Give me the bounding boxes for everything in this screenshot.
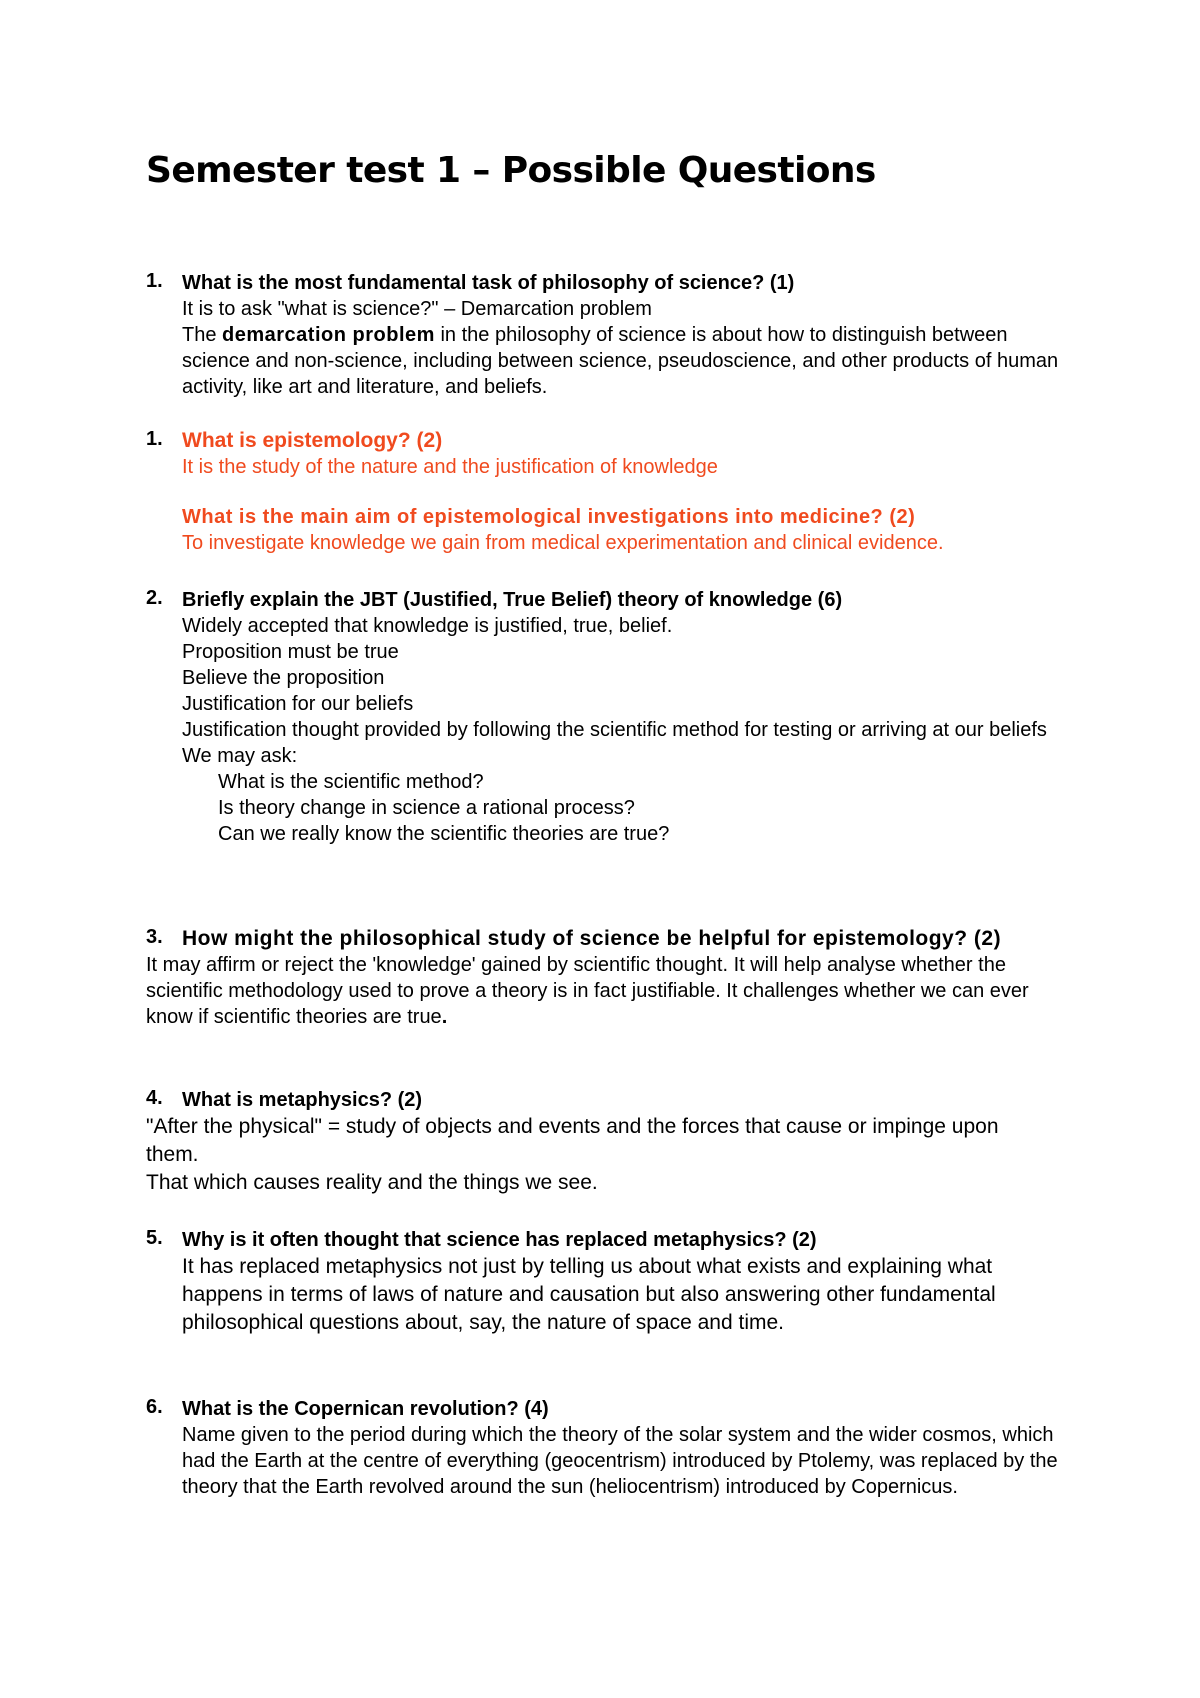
question-number: 6. xyxy=(146,1396,163,1418)
question-number: 5. xyxy=(146,1227,163,1249)
page-title: Semester test 1 – Possible Questions xyxy=(146,150,876,191)
question-heading: What is metaphysics? (2) xyxy=(182,1089,423,1111)
answer-line: "After the physical" = study of objects and events and the forces that cause or impinge upon them. xyxy=(146,1115,999,1166)
answer-line: That which causes reality and the things we see. xyxy=(146,1171,598,1194)
question-number: 2. xyxy=(146,587,163,609)
answer-text: It has replaced metaphysics not just by telling us about what exists and explaining what happens in terms of laws of nature and causation but also answering other fundamental philosophical questions about, say, the nature of space and time. xyxy=(182,1255,996,1334)
sub-answer-text: To investigate knowledge we gain from medical experimentation and clinical evidence. xyxy=(182,532,944,554)
question-5 xyxy=(146,1227,1086,1337)
sub-question-line: Can we really know the scientific theories are true? xyxy=(218,823,670,845)
answer-text-end: in the philosophy of science is about how to distinguish between science and non-science, including between science, pseudoscience, and other products of human activity, like art and literature, and beliefs. xyxy=(182,324,1059,398)
question-number: 3. xyxy=(146,926,163,948)
answer-text-start: The xyxy=(182,324,223,346)
question-2 xyxy=(146,587,1086,847)
question-number: 1. xyxy=(146,270,163,292)
sub-question-line: Is theory change in science a rational process? xyxy=(218,797,635,819)
question-number: 1. xyxy=(146,428,163,450)
answer-list xyxy=(182,613,1062,769)
question-heading: What is the Copernican revolution? (4) xyxy=(182,1398,549,1420)
answer-line: We may ask: xyxy=(182,745,298,767)
answer-text xyxy=(146,1113,1026,1197)
answer-text xyxy=(182,296,1062,400)
answer-text: Name given to the period during which the theory of the solar system and the wider cosmos, which had the Earth at the centre of everything (geocentrism) introduced by Ptolemy, was replaced by the theory that the Earth revolved around the sun (heliocentrism) introduced by Copernicus. xyxy=(182,1424,1058,1498)
answer-line: Proposition must be true xyxy=(182,641,399,663)
question-heading: How might the philosophical study of science be helpful for epistemology? (2) xyxy=(182,927,1002,950)
question-number: 4. xyxy=(146,1087,163,1109)
question-heading: What is epistemology? (2) xyxy=(182,429,443,452)
answer-line: Widely accepted that knowledge is justified, true, belief. xyxy=(182,615,673,637)
question-3 xyxy=(146,926,1086,1030)
question-1 xyxy=(146,270,1086,400)
question-heading: Why is it often thought that science has replaced metaphysics? (2) xyxy=(182,1229,817,1251)
answer-line: Believe the proposition xyxy=(182,667,385,689)
question-heading: What is the most fundamental task of philosophy of science? (1) xyxy=(182,272,795,294)
answer-period: . xyxy=(441,1006,448,1028)
answer-line: Justification thought provided by following the scientific method for testing or arriving at our beliefs xyxy=(182,719,1047,741)
question-4 xyxy=(146,1087,1086,1197)
answer-line: Justification for our beliefs xyxy=(182,693,414,715)
question-6 xyxy=(146,1396,1086,1500)
sub-question-heading: What is the main aim of epistemological investigations into medicine? (2) xyxy=(182,506,916,528)
answer-line: It is to ask "what is science?" – Demarcation problem xyxy=(182,298,652,320)
answer-text xyxy=(146,952,1066,1030)
question-heading: Briefly explain the JBT (Justified, True Belief) theory of knowledge (6) xyxy=(182,589,843,611)
answer-text: It is the study of the nature and the justification of knowledge xyxy=(182,456,718,478)
answer-body: It may affirm or reject the 'knowledge' gained by scientific thought. It will help analyse whether the scientific methodology used to prove a theory is in fact justifiable. It challenges whether we can ever know if scientific theories are true xyxy=(146,954,1029,1028)
sub-question-line: What is the scientific method? xyxy=(218,771,484,793)
demarcation-term: demarcation problem xyxy=(222,324,435,346)
question-epistemology xyxy=(146,428,1086,556)
sub-question-list xyxy=(218,769,1086,847)
